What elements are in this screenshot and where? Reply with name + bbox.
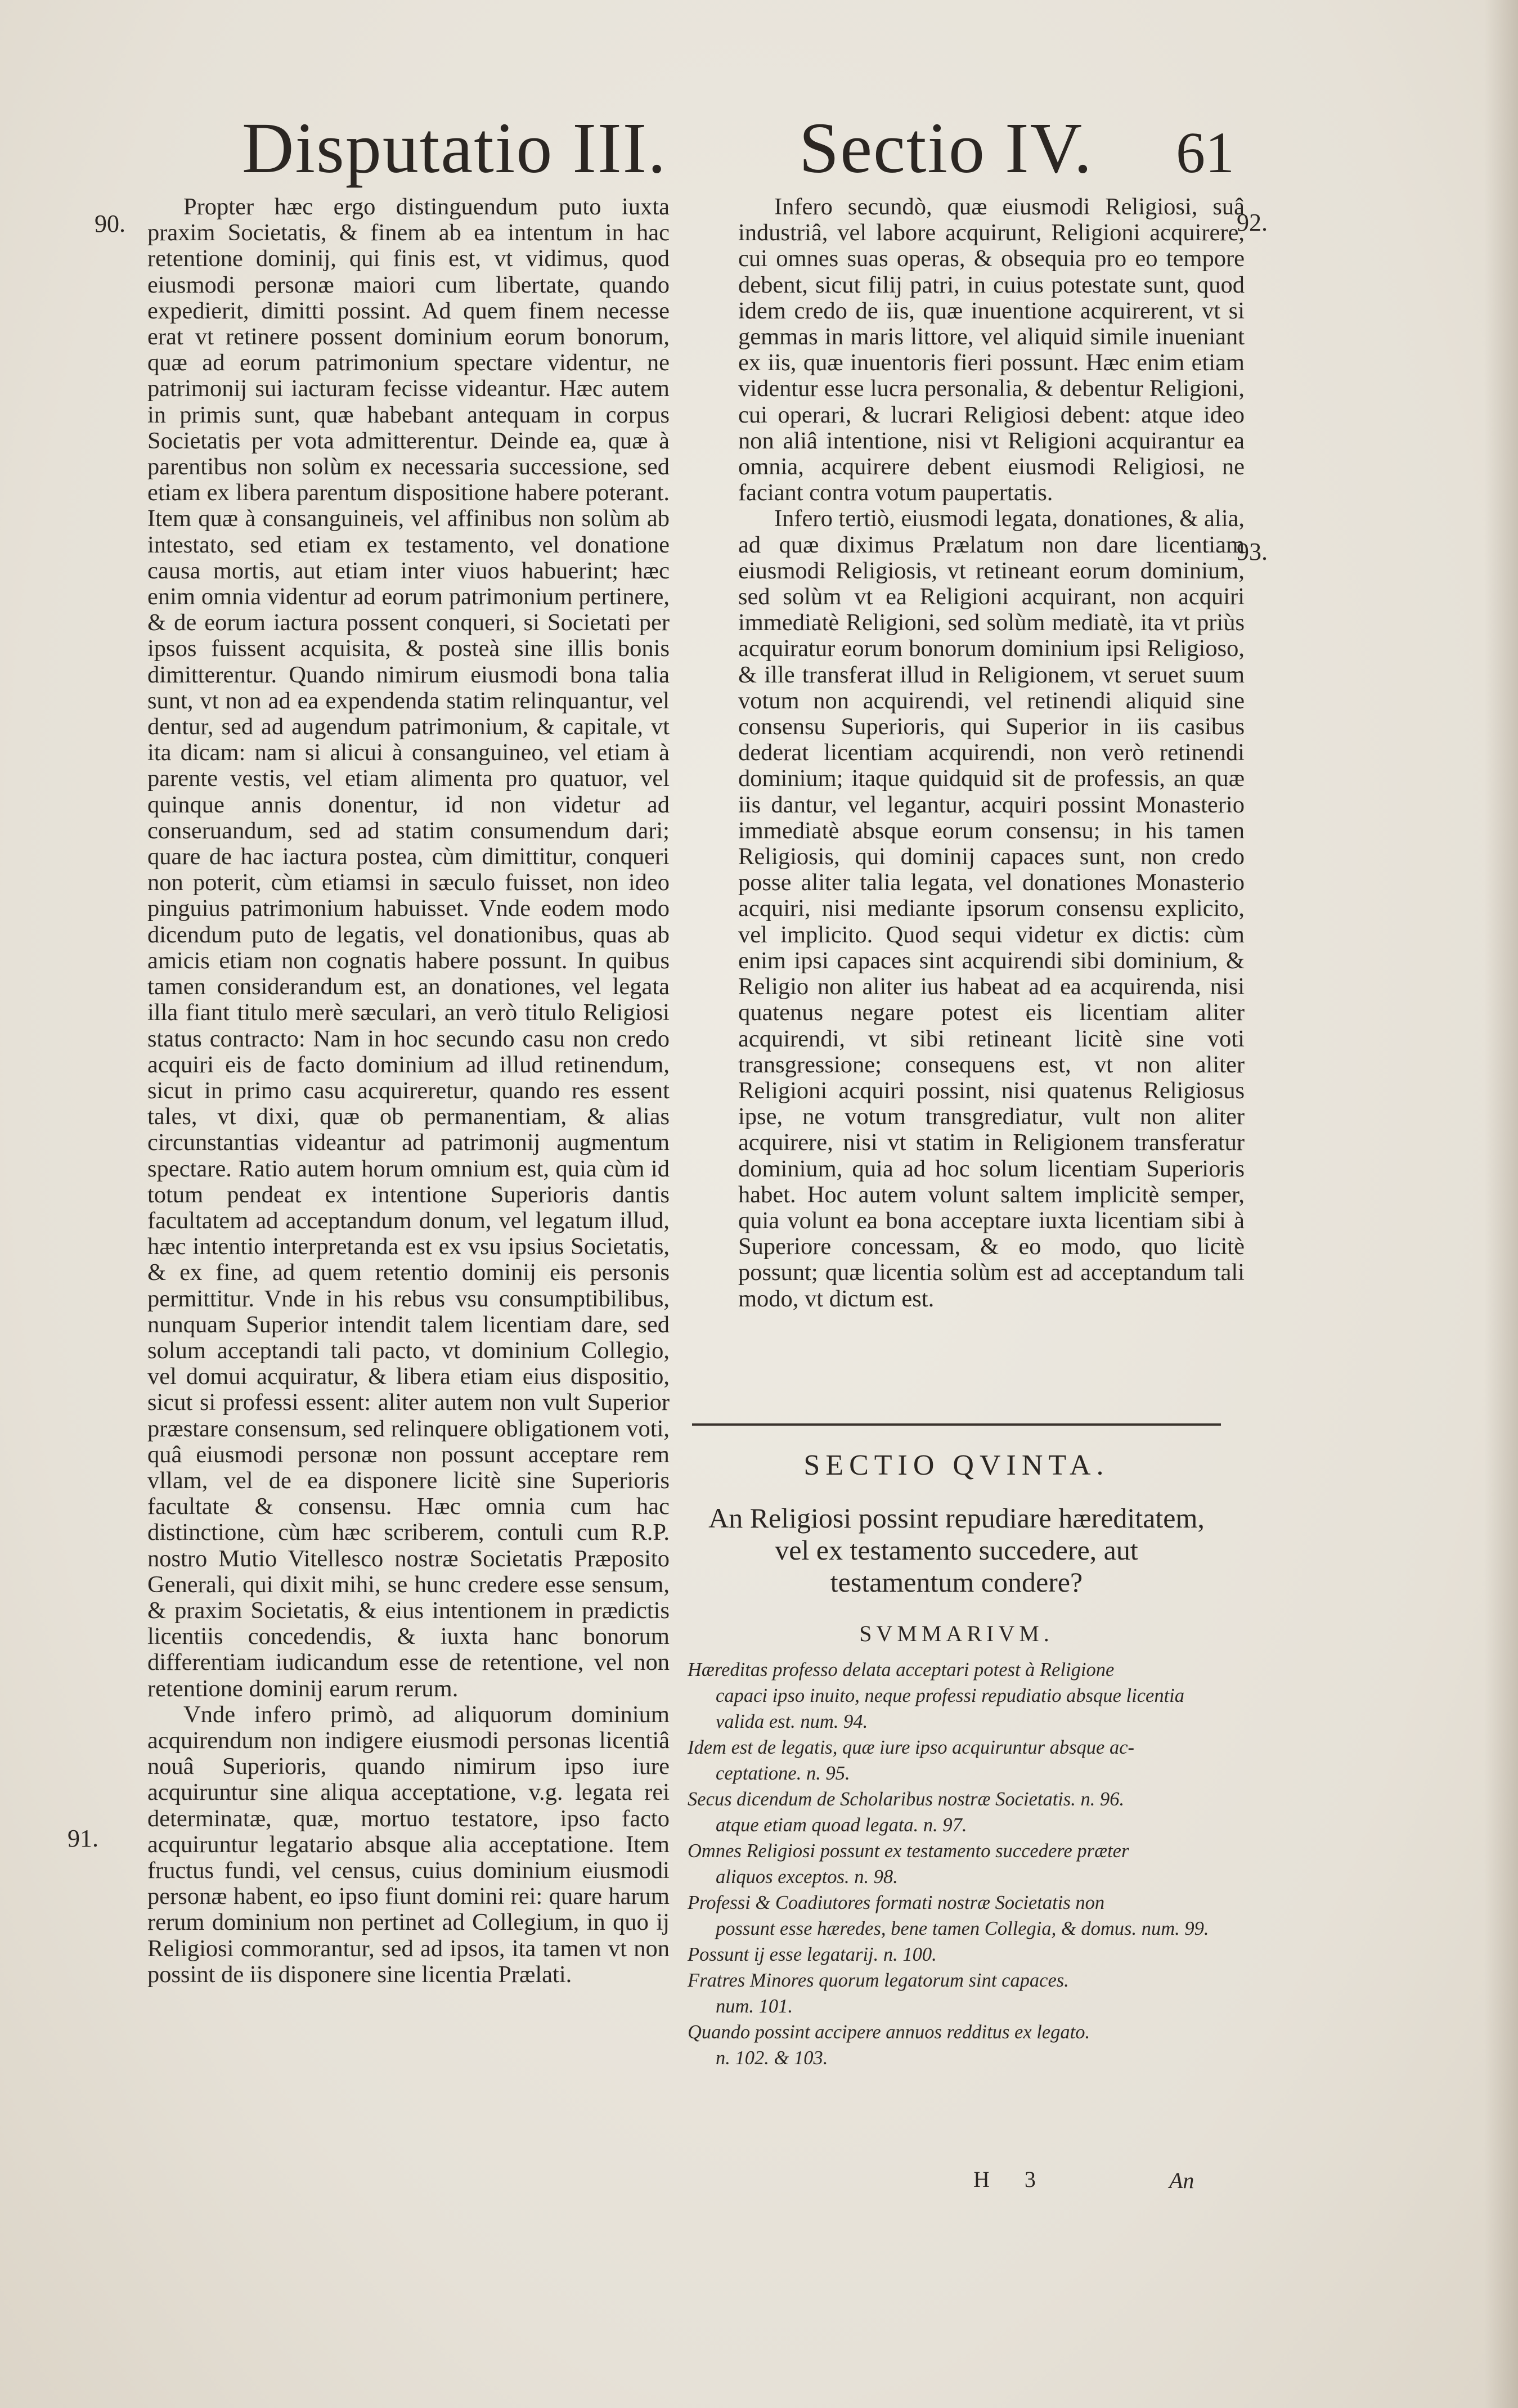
header-disputatio: Disputatio III. — [242, 108, 667, 188]
header-sectio: Sectio IV. — [799, 108, 1093, 188]
margin-number-93: 93. — [1237, 538, 1268, 565]
summary-line: Secus dicendum de Scholaribus nostræ Societatis. n. 96. — [688, 1789, 1125, 1810]
summary-line-cont: ceptatione. n. 95. — [716, 1763, 850, 1784]
margin-number-90: 90. — [95, 210, 125, 237]
question-line: An Religiosi possint repudiare hæreditatem, — [708, 1502, 1205, 1534]
summary-line: Fratres Minores quorum legatorum sint capaces. — [688, 1970, 1069, 1991]
margin-number-92: 92. — [1237, 209, 1268, 236]
section-divider — [692, 1423, 1221, 1426]
page-edge-shadow — [1484, 0, 1518, 2408]
summary-line-cont: num. 101. — [716, 1996, 793, 2017]
summary-item — [688, 1967, 1216, 2019]
summary-list — [688, 1657, 1216, 2071]
right-column — [738, 194, 1245, 1312]
paragraph-93: Infero tertiò, eiusmodi legata, donationes, & alia, ad quæ diximus Prælatum non dare licentiam eiusmodi Religiosis, vt retineant eorum dominium, sed solùm vt ea Religioni acquirant, non acquiri immediatè Religioni, sed solùm mediatè, ita vt priùs acquiratur eorum bonorum dominium ipsi Religioso, & ille transferat illud in Religionem, vt seruet suum votum non acquirendi, vel retinendi aliquid sine consensu Superioris, qui Superior in iis casibus dederat licentiam acquirendi, non verò retinendi dominium; itaque quidquid sit de professis, an quæ iis dantur, vel legantur, acquiri possint Monasterio immediatè absque eorum consensu; in his tamen Religiosis, qui dominij capaces sunt, non credo posse aliter talia legata, vel donationes Monasterio acquiri, nisi mediante ipsorum consensu explicito, vel implicito. Quod sequi videtur ex dictis: cùm enim ipsi capaces sint acquirendi sibi dominium, & Religio non aliter ius habeat ad ea acquirenda, nisi quatenus negare potest eis licentiam aliter acquirendi, vt sibi retineant licitè sine voti transgressione; consequens est, vt non aliter Religioni acquiri possint, nisi quatenus Religiosus ipse, ne votum transgrediatur, vult non aliter acquirere, nisi vt statim in Religionem transferatur dominium, quia ad hoc solum licentiam Superioris habet. Hoc autem volunt saltem implicitè semper, quia volunt ea bona acceptare iuxta licentiam sibi à Superiore concessam, & eo modo, quo licitè possunt; quæ licentia solùm est ad acceptandum tali modo, vt dictum est. — [738, 505, 1245, 1312]
summary-item — [688, 1786, 1216, 1838]
paragraph-92: Infero secundò, quæ eiusmodi Religiosi, suâ industriâ, vel labore acquirunt, Religioni acquirere, cui omnes suas operas, & obsequia pro eo tempore debent, sicut filij patri, in cuius potestate sunt, quod idem credo de iis, quæ inuentione acquirerent, vt si gemmas in maris littore, vel aliquid simile inueniant ex iis, quæ inuentoris fieri possunt. Hæc enim etiam videntur esse lucra personalia, & debentur Religioni, cui operari, & lucrari Religiosi debent: atque ideo non aliâ intentione, nisi vt Religioni acquirantur ea omnia, acquirere debent eiusmodi Religiosi, ne faciant contra votum paupertatis. — [738, 194, 1245, 506]
summary-title: SVMMARIVM. — [859, 1621, 1054, 1646]
summary-line: Omnes Religiosi possunt ex testamento succedere præter — [688, 1840, 1129, 1862]
summary-item — [688, 1838, 1216, 1890]
summary-line-cont: capaci ipso inuito, neque professi repudiatio absque licentia valida est. num. 94. — [716, 1685, 1185, 1732]
summary-line-cont: possunt esse hæredes, bene tamen Collegia, & domus. num. 99. — [716, 1918, 1209, 1939]
question-line: vel ex testamento succedere, aut — [775, 1534, 1138, 1566]
summary-item — [688, 1657, 1216, 1735]
summary-line: Hæreditas professo delata acceptari potest à Religione — [688, 1659, 1115, 1681]
margin-number-91: 91. — [68, 1825, 98, 1852]
summary-line-cont: aliquos exceptos. n. 98. — [716, 1866, 898, 1888]
section-question — [686, 1502, 1227, 1598]
signature-mark: H 3 — [973, 2167, 1050, 2192]
page-number: 61 — [1176, 120, 1234, 185]
paragraph-90: Propter hæc ergo distinguendum puto iuxta praxim Societatis, & finem ab ea intentum in hac retentione dominij, qui finis est, vt vidimus, quod eiusmodi personæ maiori cum libertate, quando expedierit, dimitti possint. Ad quem finem necesse erat vt retinere possent dominium eorum bonorum, quæ ad eorum patrimonium spectare videntur, ne patrimonij sui iacturam fecisse videantur. Hæc autem in primis sunt, quæ habebant antequam in corpus Societatis per vota admitterentur. Deinde ea, quæ à parentibus non solùm ex necessaria successione, sed etiam ex libera parentum dispositione habere poterant. Item quæ à consanguineis, vel affinibus non solùm ab intestato, sed etiam ex testamento, vel donatione causa mortis, aut etiam inter viuos habuerint; hæc enim omnia videntur ad eorum patrimonium pertinere, & de eorum iactura possent conqueri, si Societati per ipsos fuissent acquisita, & posteà sine illis bonis dimitterentur. Quando nimirum eiusmodi bona talia sunt, vt non ad ea expendenda statim relinquantur, vel dentur, sed ad augendum patrimonium, & capitale, vt ita dicam: nam si alicui à consanguineo, vel etiam à parente vestis, vel etiam alimenta pro quatuor, vel quinque annis donentur, id non videtur ad conseruandum, sed ad statim consumendum dari; quare de hac iactura postea, cùm dimittitur, conqueri non poterit, cùm etiamsi in sæculo fuisset, non ideo pinguius patrimonium habuisset. Vnde eodem modo dicendum puto de legatis, vel donationibus, quas ab amicis etiam non cognatis habere possunt. In quibus tamen considerandum est, an donationes, vel legata illa fiant titulo merè sæculari, an verò titulo Religiosi status contracto: Nam in hoc secundo casu non credo acquiri eis de facto dominium ad illud retinendum, sicut in primo casu acquireretur, quando res essent tales, vt dixi, quæ ob permanentiam, & alias circunstantias videantur ad patrimonij augmentum spectare. Ratio autem horum omnium est, quia cùm id totum pendeat ex intentione Superioris dantis facultatem ad acceptandum donum, vel legatum illud, hæc intentio interpretanda est ex vsu ipsius Societatis, & ex fine, ad quem retentio dominij eis personis permittitur. Vnde in his rebus vsu consumptibilibus, nunquam Superior intendit talem licentiam dare, sed solum acceptandi tali pacto, vt dominium Collegio, vel domui acquiratur, & libera etiam eius dispositio, sicut si professi essent: aliter autem non vult Superior præstare consensum, sed relinquere obligationem voti, quâ eiusmodi personæ non possunt acceptare rem vllam, vel de ea disponere licitè sine Superioris facultate & consensu. Hæc omnia cum hac distinctione, cùm hæc scriberem, contuli cum R.P. nostro Mutio Vitellesco nostræ Societatis Præposito Generali, qui dixit mihi, se hunc credere esse sensum, & praxim Societatis, & eius intentionem in prædictis licentiis concedendis, & iuxta hanc bonorum differentiam iudicandum esse de retentione, vel non retentione dominij earum rerum. — [147, 194, 670, 1702]
summary-line: Idem est de legatis, quæ iure ipso acquiruntur absque ac- — [688, 1737, 1135, 1758]
left-column — [147, 194, 670, 1988]
running-header — [0, 107, 1518, 208]
summary-line: Quando possint accipere annuos redditus ex legato. — [688, 2021, 1090, 2043]
summary-item — [688, 1890, 1216, 1942]
catchword: An — [1169, 2168, 1194, 2193]
summary-line-cont: n. 102. & 103. — [716, 2047, 828, 2069]
summary-line: Possunt ij esse legatarij. n. 100. — [688, 1944, 937, 1965]
summary-item — [688, 1735, 1216, 1786]
summary-item — [688, 2019, 1216, 2071]
question-line: testamentum condere? — [830, 1566, 1083, 1598]
paragraph-91: Vnde infero primò, ad aliquorum dominium acquirendum non indigere eiusmodi personas licentiâ nouâ Superioris, quando nimirum ipso iure acquiruntur sine aliqua acceptatione, v.g. legata rei determinatæ, quæ, mortuo testatore, ipso facto acquiruntur legatario absque alia acceptatione. Item fructus fundi, vel census, cuius dominium eiusmodi personæ habent, eo ipso fiunt domini rei: quare harum rerum dominium non pertinet ad Collegium, in quo ij Religiosi commorantur, sed ad ipsos, ita tamen vt non possint de iis disponere sine licentia Prælati. — [147, 1701, 670, 1988]
summary-line: Professi & Coadiutores formati nostræ Societatis non — [688, 1892, 1105, 1913]
summary-item — [688, 1942, 1216, 1967]
summary-line-cont: atque etiam quoad legata. n. 97. — [716, 1814, 967, 1836]
section-title: SECTIO QVINTA. — [803, 1449, 1110, 1481]
